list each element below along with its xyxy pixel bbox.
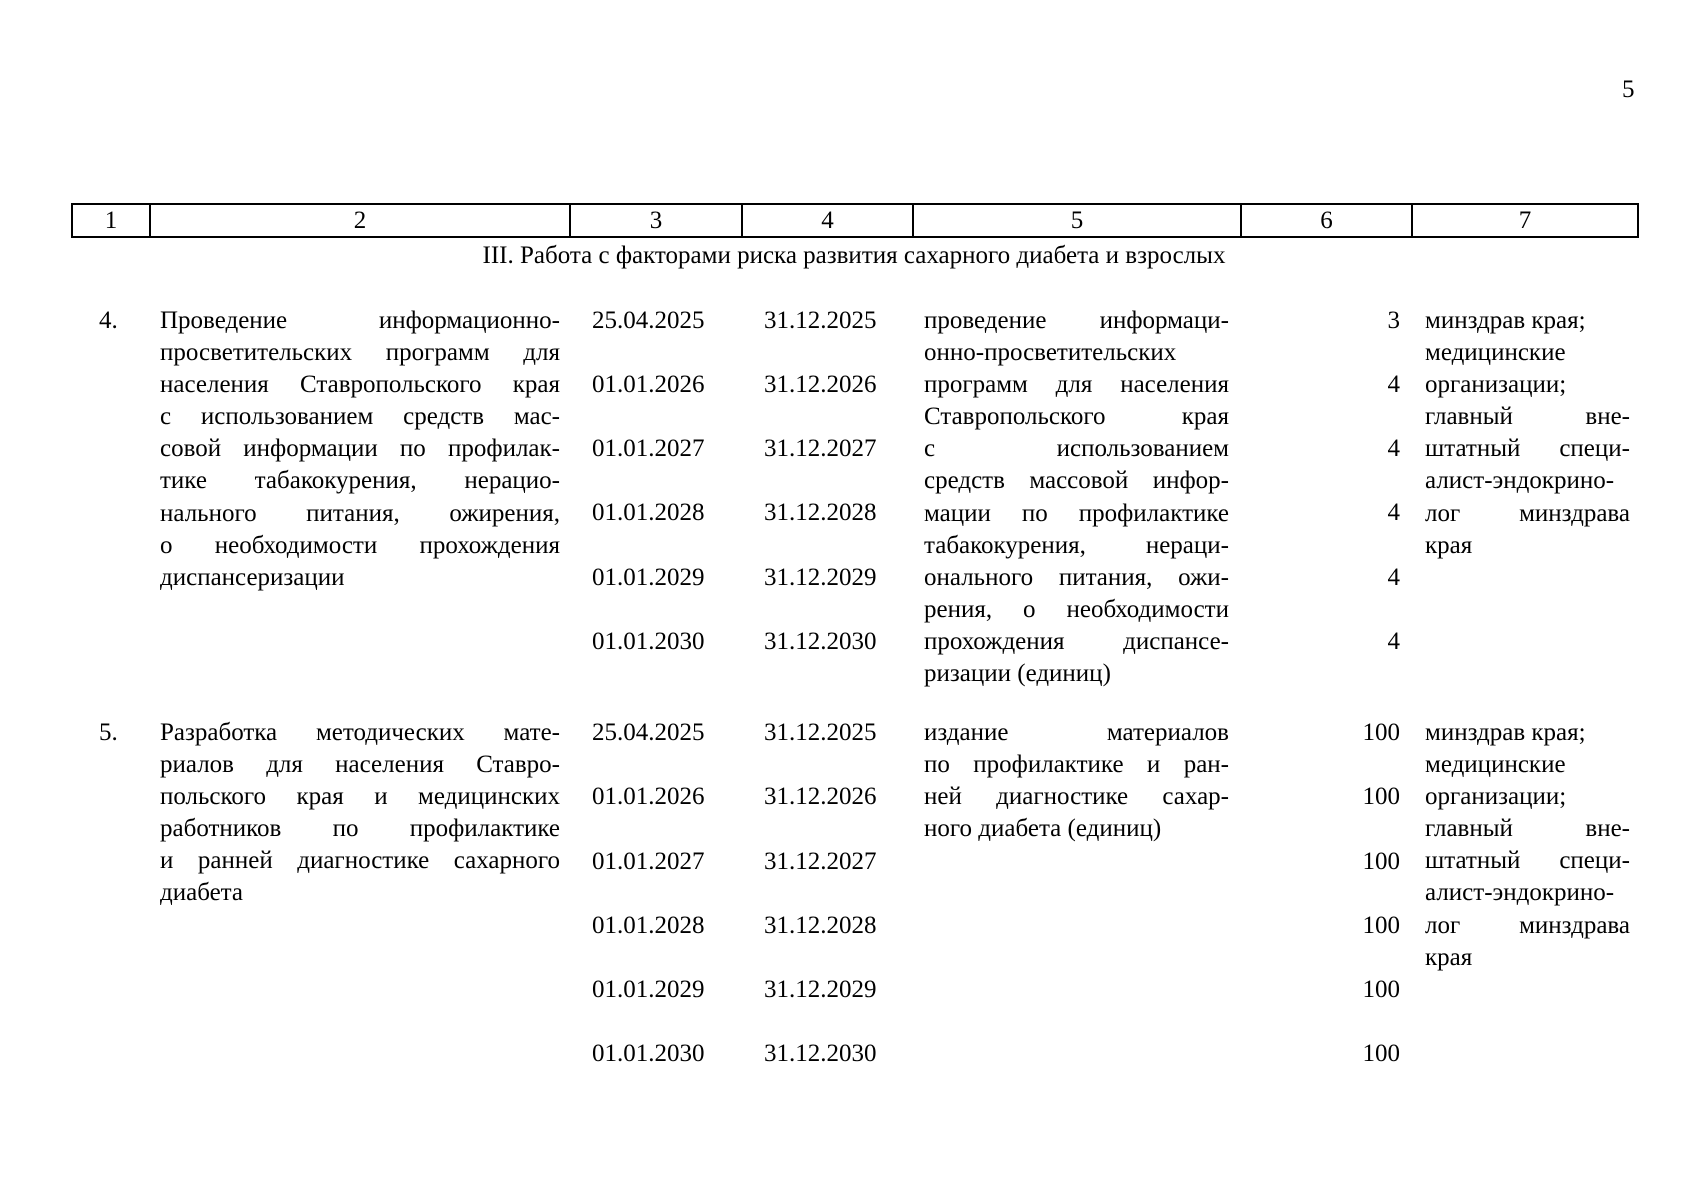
responsible-line: штатный специ-	[1425, 847, 1630, 875]
description-line: и ранней диагностике сахарного	[160, 847, 560, 875]
indicator-line: ризации (единиц)	[924, 660, 1111, 688]
start-date: 01.01.2026	[592, 371, 705, 398]
row-number: 5.	[99, 719, 118, 746]
description-line: с использованием средств мас-	[160, 403, 560, 431]
end-date: 31.12.2030	[764, 1040, 877, 1067]
indicator-line: рения, о необходимости	[924, 595, 1229, 623]
indicator-line: онно-просветительских	[924, 339, 1177, 367]
indicator-line: издание материалов	[924, 719, 1229, 746]
start-date: 25.04.2025	[592, 307, 705, 334]
start-date: 01.01.2030	[592, 628, 705, 655]
indicator-line: онального питания, ожи-	[924, 563, 1229, 591]
start-date: 01.01.2028	[592, 499, 705, 526]
indicator-value: 4	[1387, 499, 1400, 526]
measure-description	[160, 717, 560, 910]
indicator-line: Ставропольского края	[924, 403, 1229, 431]
row-number: 4.	[99, 307, 118, 334]
end-date: 31.12.2027	[764, 848, 877, 875]
responsible-line: лог минздрава	[1425, 911, 1630, 939]
responsible-line: главный вне-	[1425, 403, 1630, 431]
header-col-4: 4	[742, 204, 913, 237]
indicator-line: программ для населения	[924, 371, 1229, 399]
indicator-line: прохождения диспансе-	[924, 627, 1229, 655]
header-col-7: 7	[1412, 204, 1638, 237]
page-number: 5	[1622, 76, 1635, 103]
description-line: Проведение информационно-	[160, 307, 560, 334]
responsible-executor	[1425, 717, 1630, 974]
responsible-line: минздрав края;	[1425, 719, 1586, 746]
start-date: 01.01.2029	[592, 564, 705, 591]
column-number-header	[71, 203, 1639, 238]
start-date: 25.04.2025	[592, 719, 705, 746]
section-title: III. Работа с факторами риска развития сахарного диабета и взрослых	[482, 242, 1226, 269]
indicator-line: с использованием	[924, 435, 1229, 463]
indicator-value: 100	[1362, 912, 1400, 939]
responsible-line: алист-эндокрино-	[1425, 879, 1615, 907]
description-line: просветительских программ для	[160, 339, 560, 367]
description-line: диабета	[160, 879, 244, 907]
description-line: тике табакокурения, нерацио-	[160, 467, 560, 495]
indicator-value: 4	[1387, 628, 1400, 655]
indicator-line: средств массовой инфор-	[924, 467, 1229, 495]
header-col-1: 1	[72, 204, 150, 237]
start-date: 01.01.2029	[592, 976, 705, 1003]
indicator-value: 100	[1362, 783, 1400, 810]
responsible-line: лог минздрава	[1425, 499, 1630, 527]
responsible-executor	[1425, 305, 1630, 562]
responsible-line: края	[1425, 531, 1473, 559]
description-line: населения Ставропольского края	[160, 371, 560, 399]
responsible-line: организации;	[1425, 371, 1567, 399]
indicator-line: по профилактике и ран-	[924, 751, 1229, 779]
end-date: 31.12.2028	[764, 912, 877, 939]
end-date: 31.12.2026	[764, 371, 877, 398]
header-col-3: 3	[570, 204, 742, 237]
indicator-name	[924, 305, 1229, 690]
description-line: Разработка методических мате-	[160, 719, 560, 746]
end-date: 31.12.2028	[764, 499, 877, 526]
indicator-line: проведение информаци-	[924, 307, 1229, 334]
description-line: нального питания, ожирения,	[160, 499, 560, 527]
responsible-line: организации;	[1425, 783, 1567, 811]
responsible-line: медицинские	[1425, 339, 1566, 367]
indicator-value: 4	[1387, 564, 1400, 591]
end-date: 31.12.2025	[764, 719, 877, 746]
responsible-line: алист-эндокрино-	[1425, 467, 1615, 495]
indicator-line: табакокурения, нераци-	[924, 531, 1229, 559]
description-line: польского края и медицинских	[160, 783, 560, 811]
indicator-value: 100	[1362, 1040, 1400, 1067]
responsible-line: минздрав края;	[1425, 307, 1586, 334]
end-date: 31.12.2029	[764, 976, 877, 1003]
end-date: 31.12.2029	[764, 564, 877, 591]
responsible-line: штатный специ-	[1425, 435, 1630, 463]
start-date: 01.01.2028	[592, 912, 705, 939]
start-date: 01.01.2027	[592, 848, 705, 875]
end-date: 31.12.2026	[764, 783, 877, 810]
indicator-value: 100	[1362, 976, 1400, 1003]
indicator-value: 100	[1362, 719, 1400, 746]
start-date: 01.01.2030	[592, 1040, 705, 1067]
header-col-2: 2	[150, 204, 570, 237]
indicator-value: 100	[1362, 848, 1400, 875]
description-line: о необходимости прохождения	[160, 531, 560, 559]
indicator-name	[924, 717, 1229, 845]
end-date: 31.12.2025	[764, 307, 877, 334]
start-date: 01.01.2027	[592, 435, 705, 462]
header-col-6: 6	[1241, 204, 1412, 237]
indicator-value: 3	[1387, 307, 1400, 334]
responsible-line: края	[1425, 943, 1473, 971]
start-date: 01.01.2026	[592, 783, 705, 810]
description-line: работников по профилактике	[160, 815, 560, 843]
end-date: 31.12.2027	[764, 435, 877, 462]
indicator-value: 4	[1387, 371, 1400, 398]
responsible-line: главный вне-	[1425, 815, 1630, 843]
indicator-line: ней диагностике сахар-	[924, 783, 1229, 811]
indicator-line: мации по профилактике	[924, 499, 1229, 527]
header-col-5: 5	[913, 204, 1241, 237]
indicator-value: 4	[1387, 435, 1400, 462]
description-line: риалов для населения Ставро-	[160, 751, 560, 779]
responsible-line: медицинские	[1425, 751, 1566, 779]
description-line: диспансеризации	[160, 563, 345, 591]
end-date: 31.12.2030	[764, 628, 877, 655]
description-line: совой информации по профилак-	[160, 435, 560, 463]
measure-description	[160, 305, 560, 594]
indicator-line: ного диабета (единиц)	[924, 815, 1162, 843]
